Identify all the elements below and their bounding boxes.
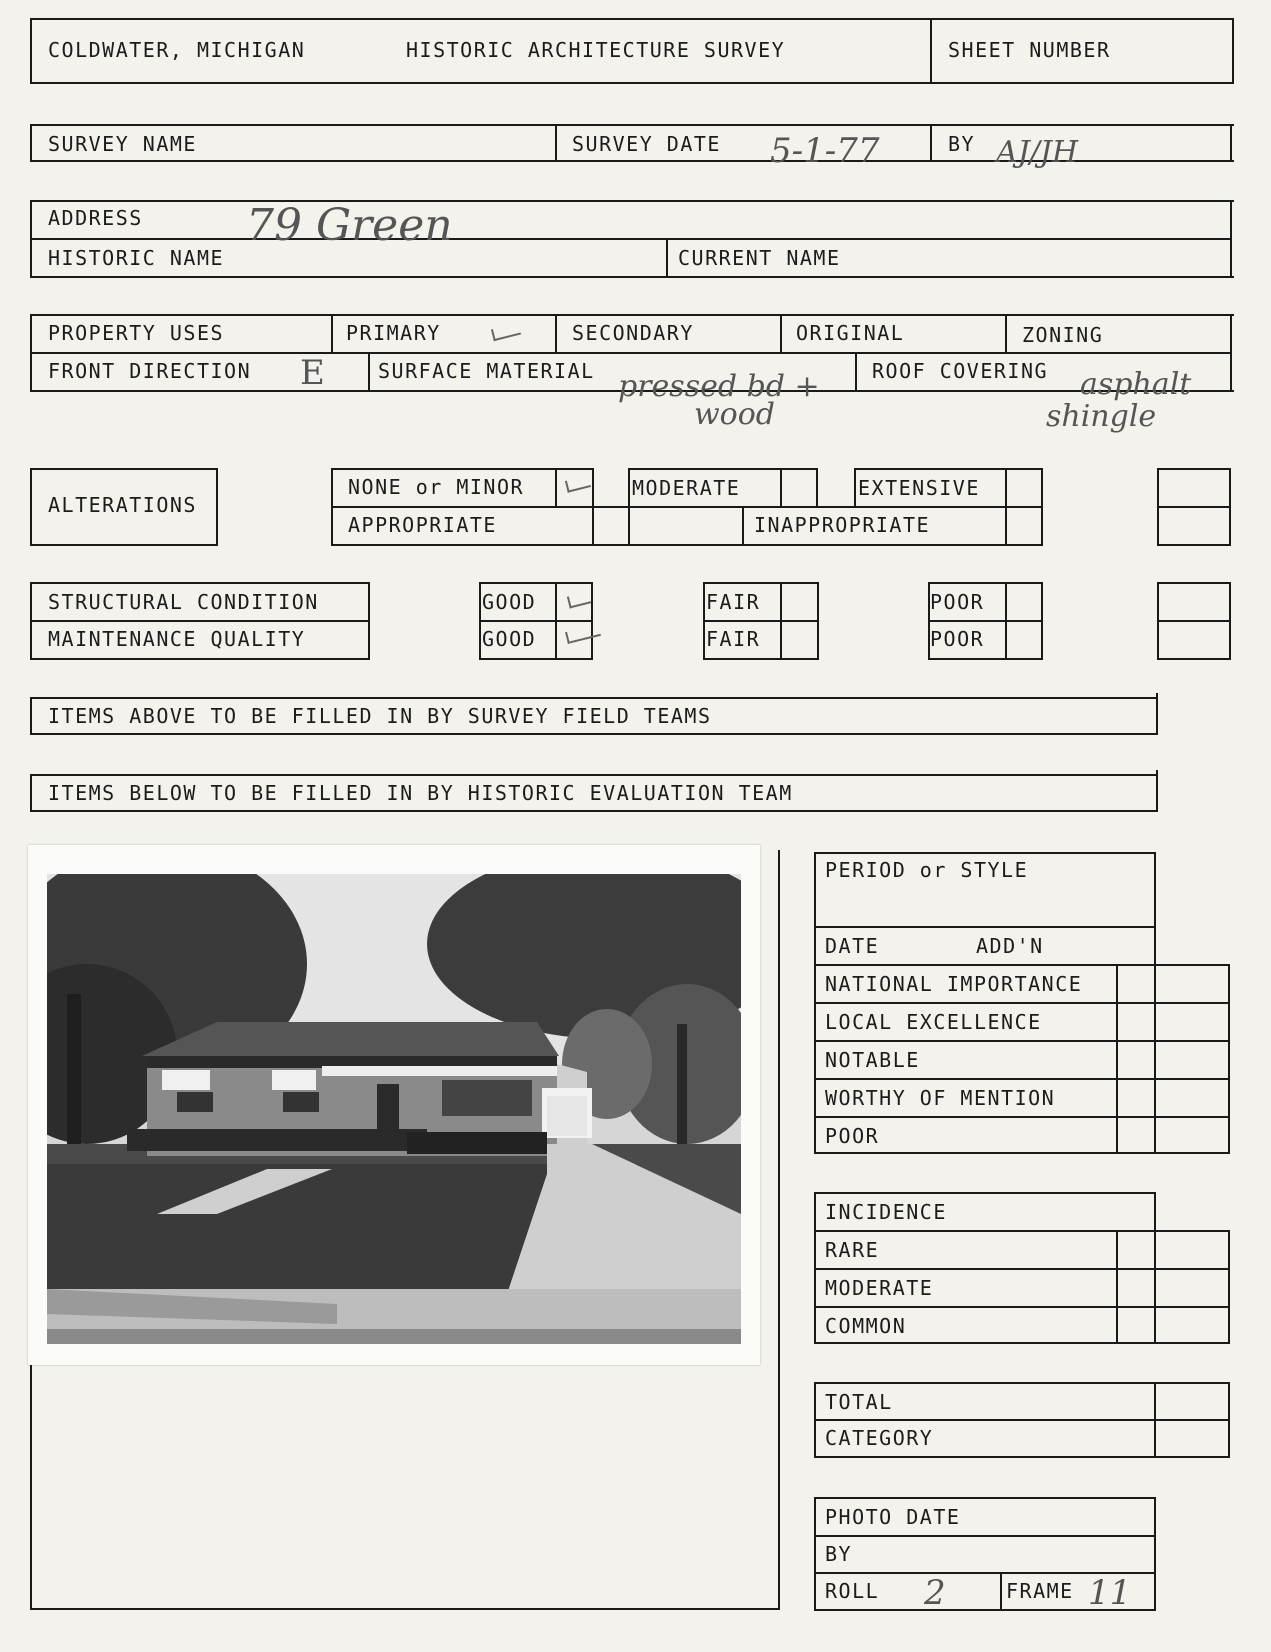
original-label: ORIGINAL [796,321,905,345]
maintenance-quality-label: MAINTENANCE QUALITY [48,627,306,651]
location-label: COLDWATER, MICHIGAN [48,38,306,62]
address-label: ADDRESS [48,206,143,230]
field-teams-text: ITEMS ABOVE TO BE FILLED IN BY SURVEY FIELD TEAMS [48,704,712,728]
primary-label: PRIMARY [346,321,441,345]
national-importance-label: NATIONAL IMPORTANCE [825,972,1083,996]
maintenance-good-label: GOOD [482,627,537,651]
photo-by-label: BY [825,1542,853,1566]
survey-by-value: AJ/JH [996,135,1078,170]
front-direction-label: FRONT DIRECTION [48,359,252,383]
surface-material-value-2: wood [694,397,776,432]
structural-condition-label: STRUCTURAL CONDITION [48,590,319,614]
evaluation-team-text: ITEMS BELOW TO BE FILLED IN BY HISTORIC EVALUATION TEAM [48,781,793,805]
roll-value: 2 [924,1573,946,1613]
maintenance-fair-label: FAIR [706,627,761,651]
roof-covering-value-2: shingle [1046,399,1157,434]
roof-covering-value-1: asphalt [1080,367,1192,402]
common-label: COMMON [825,1314,907,1338]
survey-date-value: 5-1-77 [770,131,880,171]
moderate-label: MODERATE [632,476,741,500]
category-label: CATEGORY [825,1426,934,1450]
address-value: 79 Green [246,200,453,251]
total-label: TOTAL [825,1390,893,1414]
alterations-label: ALTERATIONS [48,493,197,517]
date-label: DATE [825,934,880,958]
survey-name-label: SURVEY NAME [48,132,197,156]
frame-label: FRAME [1006,1579,1074,1603]
addn-label: ADD'N [976,934,1044,958]
front-direction-value: E [300,353,325,393]
appropriate-label: APPROPRIATE [348,513,497,537]
survey-date-label: SURVEY DATE [572,132,721,156]
frame-value: 11 [1088,1573,1132,1613]
photo-date-label: PHOTO DATE [825,1505,961,1529]
house-photograph [47,874,741,1344]
none-or-minor-label: NONE or MINOR [348,475,525,499]
structural-fair-label: FAIR [706,590,761,614]
sheet-number-label: SHEET NUMBER [948,38,1111,62]
structural-good-label: GOOD [482,590,537,614]
poor-rating-label: POOR [825,1124,880,1148]
moderate-incidence-label: MODERATE [825,1276,934,1300]
property-uses-label: PROPERTY USES [48,321,225,345]
current-name-label: CURRENT NAME [678,246,841,270]
zoning-label: ZONING [1022,323,1104,347]
period-style-label: PERIOD or STYLE [825,858,1029,882]
maintenance-poor-label: POOR [930,627,985,651]
local-excellence-label: LOCAL EXCELLENCE [825,1010,1042,1034]
rare-label: RARE [825,1238,880,1262]
extensive-label: EXTENSIVE [858,476,980,500]
roll-label: ROLL [825,1579,880,1603]
historic-name-label: HISTORIC NAME [48,246,225,270]
survey-by-label: BY [948,132,976,156]
form-title: HISTORIC ARCHITECTURE SURVEY [406,38,786,62]
structural-poor-label: POOR [930,590,985,614]
surface-material-value-1: pressed bd + [618,369,820,404]
surface-material-label: SURFACE MATERIAL [378,359,595,383]
secondary-label: SECONDARY [572,321,694,345]
inappropriate-label: INAPPROPRIATE [754,513,931,537]
incidence-label: INCIDENCE [825,1200,947,1224]
worthy-of-mention-label: WORTHY OF MENTION [825,1086,1056,1110]
house-photo-icon [47,874,741,1344]
roof-covering-label: ROOF COVERING [872,359,1049,383]
notable-label: NOTABLE [825,1048,920,1072]
